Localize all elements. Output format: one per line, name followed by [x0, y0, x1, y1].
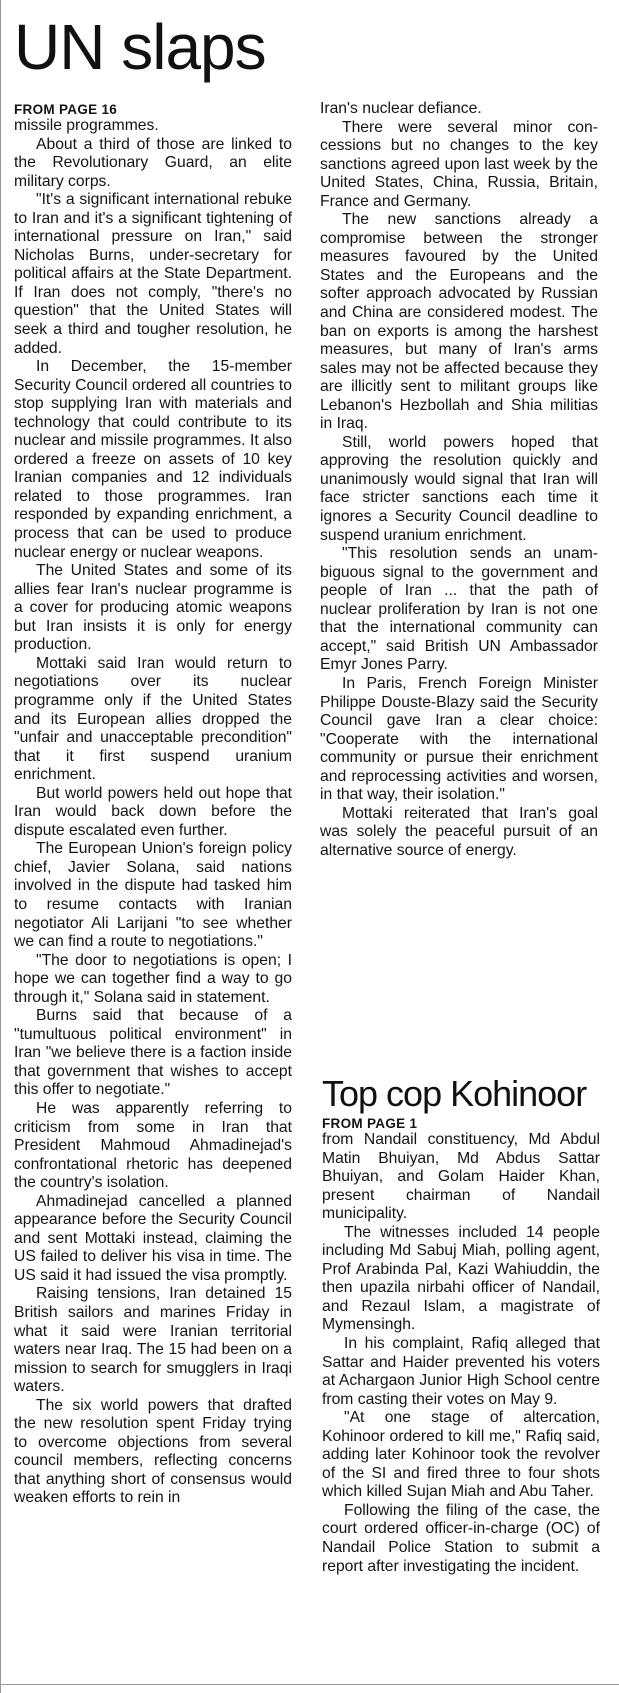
article-paragraph: Mottaki reiterated that Iran's goal was solely the peaceful pursuit of an alternative source of energy. — [320, 804, 598, 859]
article-paragraph: from Nandail constituency, Md Abdul Matin Bhuiyan, Md Abdus Sattar Bhuiyan, and Golam Haider Khan, present chairman of Nandail municipality. — [322, 1131, 600, 1223]
article-paragraph: The six world powers that drafted the new resolution spent Friday trying to overcome objections from several council members, reflecting concerns that anything short of consensus would weaken efforts to rein in — [14, 1396, 292, 1507]
story1-dateline: FROM PAGE 16 — [14, 102, 118, 117]
article-paragraph: "At one stage of altercation, Kohinoor ordered to kill me," Rafiq said, adding later Kohinoor took the revolver of the SI and fired three to four shots which killed Sujan Miah and Abu Taher. — [322, 1409, 600, 1501]
article-paragraph: "This resolution sends an unambiguous signal to the government and people of Iran ... that the path of nuclear proliferation by Iran is not one that the international community can accept," said British UN Ambassador Emyr Jones Parry. — [320, 545, 598, 674]
article-paragraph: The new sanctions already a compromise between the stronger measures favoured by the United States and the Europeans and the softer approach advocated by Russian and China are considered modest. The ban on exports is among the harshest measures, but many of Iran's arms sales may not be affected because they are illicitly sent to militant groups like Lebanon's Hezbollah and Shia militias in Iraq. — [320, 211, 598, 433]
article-paragraph: In Paris, French Foreign Minister Philippe Douste-Blazy said the Security Council gave Iran a clear choice: "Cooperate with the international community or pursue their enrichment and reprocessing activities and worsen, in that way, their isolation." — [320, 674, 598, 804]
article-paragraph: In his complaint, Rafiq alleged that Sattar and Haider prevented his voters at Achargaon Junior High School centre from casting their votes on May 9. — [322, 1335, 600, 1408]
article-paragraph: He was apparently referring to criticism from some in Iran that President Mahmoud Ahmadinejad's confrontational rhetoric has deepened the country's isolation. — [14, 1099, 292, 1192]
article-paragraph: Following the filing of the case, the court ordered officer-in-charge (OC) of Nandail Police Station to submit a report after investigating the incident. — [322, 1501, 600, 1575]
article-paragraph: The witnesses included 14 people including Md Sabuj Miah, polling agent, Prof Arabinda Pal, Kazi Wahiuddin, the then upazila nirbahi officer of Nandail, and Rezaul Islam, a magistrate of Mymensingh. — [322, 1223, 600, 1334]
article-paragraph: About a third of those are linked to the Revolutionary Guard, an elite military corps. — [14, 135, 292, 190]
story2-column — [322, 1116, 600, 1576]
article-paragraph: In December, the 15-member Security Council ordered all countries to stop supplying Iran with materials and technology that could contribute to its nuclear and missile programmes. It also ordered a freeze on assets of 10 key Iranian companies and 12 individuals related to those programmes. Iran responded by expanding enrichment, a process that can be used to produce nuclear energy or nuclear weapons. — [14, 358, 292, 561]
bottom-rule — [0, 1684, 619, 1685]
article-paragraph: missile programmes. — [14, 117, 159, 134]
article-paragraph: Iran's nuclear defiance. — [320, 100, 482, 117]
article-paragraph: Mottaki said Iran would return to negotiations over its nuclear programme only if the United States and its European allies dropped the "unfair and unacceptable precondition" that it first suspend uranium enrichment. — [14, 654, 292, 784]
story1-headline: UN slaps — [14, 11, 266, 83]
article-paragraph: Still, world powers hoped that approving the resolution quickly and unanimously would signal that Iran will face stricter sanctions each time it ignores a Security Council deadline to suspend uranium enrichment. — [320, 433, 598, 544]
story2-dateline: FROM PAGE 1 — [322, 1116, 418, 1131]
article-paragraph: Ahmadinejad cancelled a planned appearance before the Security Council and sent Mottaki instead, claiming the US failed to deliver his visa in time. The US said it had issued the visa promptly. — [14, 1192, 292, 1284]
article-paragraph: The European Union's foreign policy chief, Javier Solana, said nations involved in the dispute had tasked him to resume contacts with Iranian negotiator Ali Larijani "to see whether we can find a route to negotiations." — [14, 840, 292, 951]
column-rule — [0, 0, 1, 1693]
article-paragraph: Raising tensions, Iran detained 15 British sailors and marines Friday in what it said were Iranian territorial waters near Iraq. The 15 had been on a mission to search for smugglers in Iraqi waters. — [14, 1285, 292, 1396]
article-paragraph: Burns said that because of a "tumultuous political environment" in Iran "we believe there is a faction inside that government that wishes to accept this offer to negotiate." — [14, 1007, 292, 1099]
article-paragraph: But world powers held out hope that Iran would back down before the dispute escalated even further. — [14, 784, 292, 839]
story1-column-2 — [320, 100, 598, 860]
article-paragraph: There were several minor concessions but no changes to the key sanctions agreed upon last week by the United States, China, Russia, Britain, France and Germany. — [320, 118, 598, 210]
article-paragraph: "The door to negotiations is open; I hope we can together find a way to go through it," Solana said in statement. — [14, 951, 292, 1006]
article-paragraph: The United States and some of its allies fear Iran's nuclear programme is a cover for producing atomic weapons but Iran insists it is only for energy production. — [14, 562, 292, 654]
article-paragraph: "It's a significant international rebuke to Iran and it's a significant tightening of international pressure on Iran," said Nicholas Burns, under-secretary for political affairs at the State Department. If Iran does not comply, "there's no question" that the United States will seek a third and tougher resolution, he added. — [14, 191, 292, 357]
story2-headline: Top cop Kohinoor — [322, 1073, 587, 1114]
story1-column-1 — [14, 102, 292, 1508]
